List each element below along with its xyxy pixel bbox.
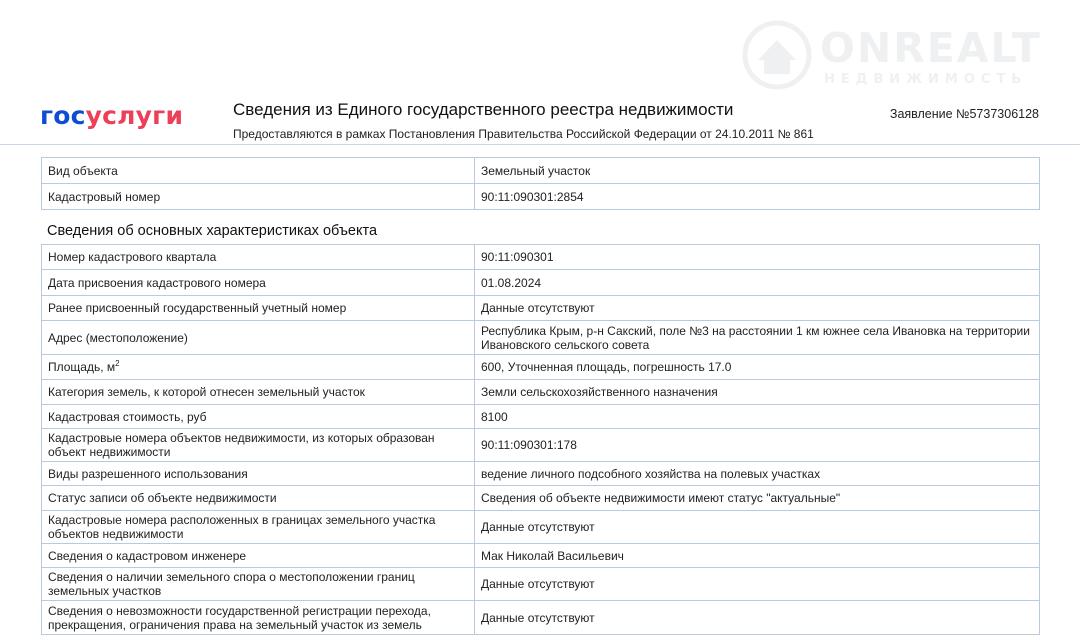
row-label: Сведения о невозможности государственной регистрации перехода, прекращения, ограничения права на земельный участок из земель: [42, 601, 475, 635]
row-label: Кадастровые номера расположенных в границах земельного участка объектов недвижимости: [42, 511, 475, 544]
row-value: 8100: [475, 405, 1040, 429]
row-label: Кадастровая стоимость, руб: [42, 405, 475, 429]
row-label: Сведения о кадастровом инженере: [42, 544, 475, 568]
table-row: [42, 158, 1040, 184]
row-value: ведение личного подсобного хозяйства на полевых участках: [475, 462, 1040, 486]
document-subtitle: Предоставляются в рамках Постановления Правительства Российской Федерации от 24.10.2011 № 861: [233, 127, 814, 141]
area-unit-sup: 2: [115, 359, 120, 368]
cadastral-number-label: Кадастровый номер: [42, 184, 475, 210]
table-row: [42, 184, 1040, 210]
row-value: 01.08.2024: [475, 270, 1040, 296]
table-row: [42, 380, 1040, 405]
object-table: [41, 157, 1040, 210]
row-value: Сведения об объекте недвижимости имеют статус "актуальные": [475, 486, 1040, 511]
section-title: Сведения об основных характеристиках объекта: [47, 223, 378, 239]
table-row: [42, 296, 1040, 321]
area-label-text: Площадь, м: [48, 360, 116, 374]
table-row: [42, 511, 1040, 544]
object-type-value: Земельный участок: [475, 158, 1040, 184]
table-row: [42, 544, 1040, 568]
table-row: [42, 429, 1040, 462]
row-label: Виды разрешенного использования: [42, 462, 475, 486]
table-row: [42, 245, 1040, 270]
row-label: Сведения о наличии земельного спора о местоположении границ земельных участков: [42, 568, 475, 601]
row-value: 90:11:090301:178: [475, 429, 1040, 462]
cadastral-number-value: 90:11:090301:2854: [475, 184, 1040, 210]
table-row: [42, 321, 1040, 355]
table-row: [42, 462, 1040, 486]
row-value: 90:11:090301: [475, 245, 1040, 270]
row-value: Земли сельскохозяйственного назначения: [475, 380, 1040, 405]
table-row: [42, 601, 1040, 635]
table-row: [42, 405, 1040, 429]
row-label: Адрес (местоположение): [42, 321, 475, 355]
row-value: 600, Уточненная площадь, погрешность 17.0: [475, 355, 1040, 380]
application-number: Заявление №5737306128: [889, 107, 1039, 121]
house-logo-icon: [742, 20, 812, 90]
onrealt-watermark: [738, 16, 1058, 96]
document-title: Сведения из Единого государственного реестра недвижимости: [233, 100, 734, 119]
row-value: Мак Николай Васильевич: [475, 544, 1040, 568]
row-label: Номер кадастрового квартала: [42, 245, 475, 270]
characteristics-table: [41, 244, 1040, 635]
row-label: Ранее присвоенный государственный учетный номер: [42, 296, 475, 321]
table-row: [42, 355, 1040, 380]
watermark-tagline: НЕДВИЖИМОСТЬ: [824, 72, 1028, 87]
table-row: [42, 270, 1040, 296]
header-divider: [0, 144, 1080, 145]
table-row: [42, 568, 1040, 601]
row-value: Данные отсутствуют: [475, 568, 1040, 601]
row-value: Данные отсутствуют: [475, 601, 1040, 635]
row-value: Данные отсутствуют: [475, 511, 1040, 544]
gosuslugi-logo: [40, 101, 183, 130]
row-label: [42, 355, 475, 380]
row-label: Статус записи об объекте недвижимости: [42, 486, 475, 511]
logo-part-1: гос: [40, 101, 86, 130]
row-label: Кадастровые номера объектов недвижимости, из которых образован объект недвижимости: [42, 429, 475, 462]
watermark-brand: ONREALT: [820, 24, 1042, 72]
row-label: Категория земель, к которой отнесен земельный участок: [42, 380, 475, 405]
row-value: Республика Крым, р-н Сакский, поле №3 на расстоянии 1 км южнее села Ивановка на территории Ивановского сельского совета: [475, 321, 1040, 355]
row-value: Данные отсутствуют: [475, 296, 1040, 321]
logo-part-2: услуги: [85, 101, 184, 130]
table-row: [42, 486, 1040, 511]
row-label: Дата присвоения кадастрового номера: [42, 270, 475, 296]
object-type-label: Вид объекта: [42, 158, 475, 184]
